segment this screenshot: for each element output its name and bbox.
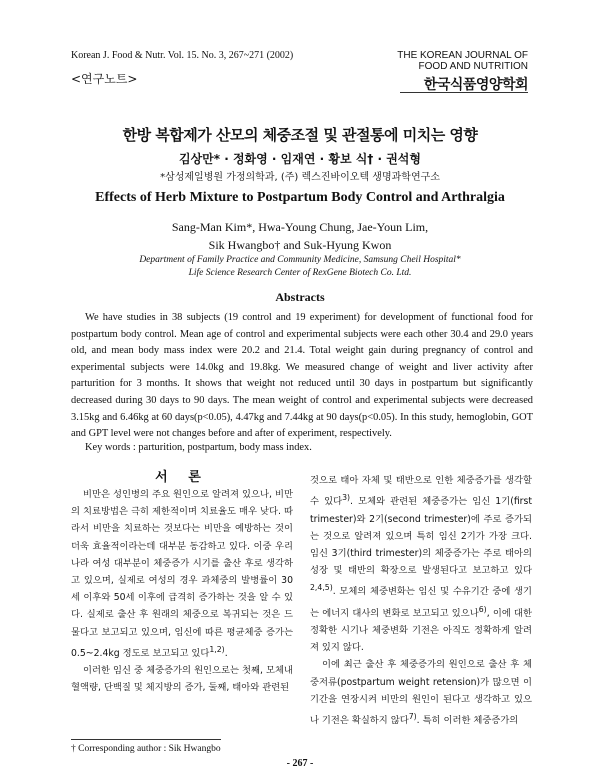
text-segment: . 모체와 관련된 체중증가는 임신 1기(first trimester)와 2기(second trimester)에 주로 증가되는 것으로 알려져 있으며 특히 임신 2기가 가장 크다. 임신 3기(third trimester)의 체중증가는 주로 태아의 성장 및 태반의 확장으로 발생된다고 보고하고 있다 (310, 496, 532, 577)
citation-ref: 3) (342, 493, 351, 503)
text-segment: 이에 최근 출산 후 체중증가의 원인으로 출산 후 체중저류(postpartum weight retension)가 많으면 이 기간을 연장시켜 비만의 원인이 된다고 생각하고 있으나 기전은 확실하지 않다 (310, 659, 532, 727)
footnote-rule (71, 739, 221, 740)
intro-paragraph-1-text: 비만은 성인병의 주요 원인으로 알려져 있으나, 비만의 치료방법은 극히 제한적이며 치료율도 매우 낮다. 따라서 비만을 치료하는 것보다는 비만을 예방하는 것이 더욱 효율적이라는데 대부분 동감하고 있다. 이중 우리나라 여성 대부분이 체중증가 시기를 출산 후로 생각하고 있으며, 실제로 여성의 경우 과체중의 발병률이 30세 이후와 50세 이후에 급격히 증가하는 것을 알 수 있다. 실제로 출산 후 원래의 체중으로 복귀되는 것은 드물다고 보고되고 있으며, 임신에 따른 평균체중 증가는 0.5~2.4kg 정도로 보고되고 있다 (71, 489, 293, 659)
title-english: Effects of Herb Mixture to Postpartum Body Control and Arthralgia (95, 190, 505, 205)
title-korean: 한방 복합제가 산모의 체중조절 및 관절통에 미치는 영향 (122, 126, 478, 144)
journal-name-english (328, 50, 528, 72)
journal-citation: Korean J. Food & Nutr. Vol. 15. No. 3, 267~271 (2002) (71, 50, 294, 61)
header-rule (400, 92, 528, 93)
journal-name-korean: 한국식품영양학회 (423, 77, 528, 93)
affiliation-korean: *삼성제일병원 가정의학과, (주) 렉스진바이오텍 생명과학연구소 (160, 172, 440, 183)
affiliation-english (0, 254, 600, 280)
corresponding-author-footnote: † Corresponding author : Sik Hwangbo (71, 744, 221, 754)
authors-english (0, 218, 600, 254)
authors-english-line2: Sik Hwangbo† and Suk-Hyung Kwon (208, 238, 392, 252)
affiliation-english-line2: Life Science Research Center of RexGene Biotech Co. Ltd. (188, 268, 412, 278)
abstract-text: We have studies in 38 subjects (19 control and 19 experiment) for development of functional food for postpartum body control. Mean age of control and experimental subjects were each other 30.4 and 29.0 years old, and mean body mass index were 20.2 and 21.4. Total weight gain during pregnancy of control and experimental subjects were 14.0kg and 19.8kg. We measured change of weight and liver activity after parturition for 3 months. It shows that weight not reduced until 30 days in postpartum but significantly decreased during 30 days to 90 days. The mean weight of control and experimental subjects were decreased 3.15kg and 6.46kg at 60 days(p<0.05), 4.47kg and 7.44kg at 90 days(p<0.05). In this study, hemoglobin, GOT and GPT level were not changes before and after of experiment, respectively. (71, 312, 533, 440)
authors-korean: 김상만* · 정화영 · 임재연 · 황보 식† · 권석형 (179, 152, 421, 166)
intro-paragraph-2-cont (310, 472, 532, 656)
intro-paragraph-1-end: . (224, 647, 228, 659)
citation-ref: 6) (478, 604, 487, 614)
text-segment: . 모체의 체중변화는 임신 및 수유기간 중에 생기는 에너지 대사의 변화로 보고되고 있으나 (310, 586, 532, 619)
keywords: Key words : parturition, postpartum, body mass index. (85, 442, 312, 453)
text-segment: . 특히 이러한 체중증가의 (416, 715, 519, 727)
intro-paragraph-3 (310, 656, 532, 729)
body-column-left (71, 486, 293, 697)
body-column-right (310, 472, 532, 729)
section-heading-intro: 서 론 (155, 470, 209, 485)
affiliation-english-line1: Department of Family Practice and Community Medicine, Samsung Cheil Hospital* (139, 255, 461, 265)
article-type: <연구노트> (71, 72, 138, 86)
intro-paragraph-2: 이러한 임신 중 체중증가의 원인으로는 첫째, 모체내 혈액량, 단백질 및 체지방의 증가, 둘째, 태아와 관련된 (71, 665, 293, 694)
intro-paragraph-1 (71, 486, 293, 662)
abstract-body (71, 310, 533, 443)
text-segment: , 이에 대한 정확한 시기나 체중변화 기전은 아직도 정확하게 알려져 있지 않다. (310, 607, 533, 654)
text-segment: 것으로 태아 자체 및 태반으로 인한 체중증가를 생각할 수 있다 (310, 475, 532, 508)
citation-ref: 2,4,5) (310, 583, 333, 593)
journal-name-english-line1: THE KOREAN JOURNAL OF (397, 50, 528, 61)
abstract-heading: Abstracts (275, 290, 325, 304)
page-number: - 267 - (286, 758, 314, 769)
citation-ref: 1,2) (209, 644, 225, 654)
authors-english-line1: Sang-Man Kim*, Hwa-Young Chung, Jae-Youn Lim, (171, 220, 429, 234)
journal-name-english-line2: FOOD AND NUTRITION (418, 61, 528, 72)
citation-ref: 7) (408, 711, 417, 721)
